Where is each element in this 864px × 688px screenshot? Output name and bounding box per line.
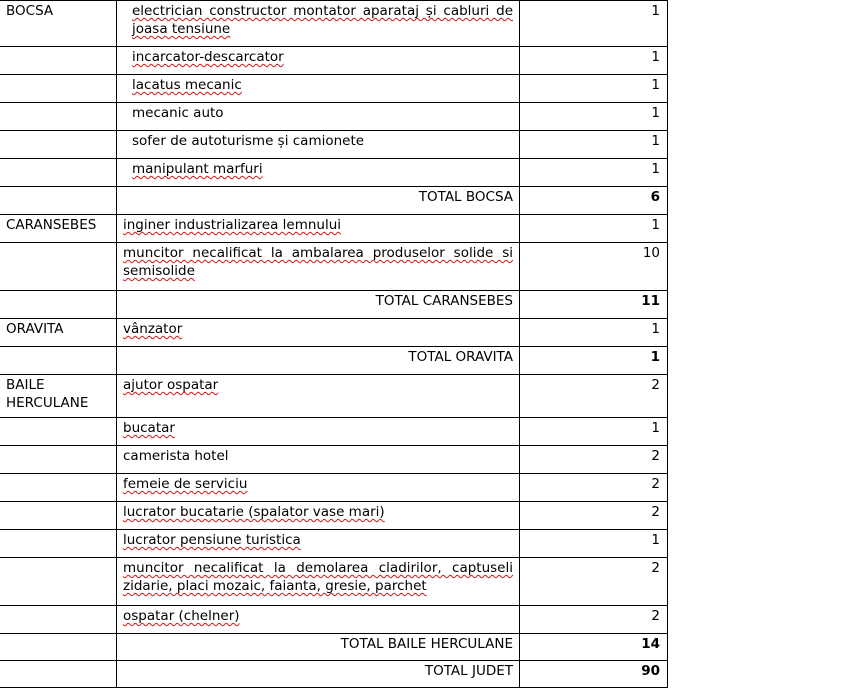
count-cell [520, 502, 668, 530]
table-row [0, 75, 668, 103]
occupation-text: vânzator [123, 321, 183, 337]
total-row [0, 634, 668, 661]
location-cell: CARANSEBES [0, 215, 117, 243]
table-row [0, 159, 668, 187]
occupation-cell [117, 131, 520, 159]
location-cell [0, 661, 117, 688]
location-cell [0, 75, 117, 103]
count-cell [520, 418, 668, 446]
table-row [0, 243, 668, 291]
count-text: 10 [642, 245, 660, 261]
occupation-text: femeie de serviciu [123, 476, 248, 492]
occupation-cell [117, 530, 520, 558]
count-text: 1 [651, 321, 660, 337]
occupation-text: lacatus mecanic [132, 77, 242, 93]
location-cell [0, 474, 117, 502]
location-cell [0, 187, 117, 215]
count-text: 1 [651, 133, 660, 149]
location-cell [0, 347, 117, 375]
occupation-text: muncitor necalificat la ambalarea produselor solide si semisolide [123, 245, 513, 279]
count-text: 1 [651, 77, 660, 93]
total-row [0, 291, 668, 319]
occupation-cell [117, 474, 520, 502]
occupation-text: bucatar [123, 420, 175, 436]
location-cell: BAILE HERCULANE [0, 375, 117, 418]
count-text: 1 [651, 161, 660, 177]
location-cell [0, 502, 117, 530]
total-value [520, 187, 668, 215]
count-cell [520, 243, 668, 291]
location-cell [0, 418, 117, 446]
occupation-text: muncitor necalificat la demolarea cladirilor, captuseli zidarie, placi mozaic, faianta, gresie, parchet [123, 560, 513, 594]
count-cell [520, 446, 668, 474]
occupation-text: incarcator-descarcator [132, 49, 284, 65]
occupation-cell [117, 502, 520, 530]
total-value-text: 1 [650, 349, 660, 365]
count-text: 1 [651, 105, 660, 121]
occupation-cell [117, 375, 520, 418]
location-cell [0, 103, 117, 131]
occupation-cell [117, 418, 520, 446]
count-cell [520, 75, 668, 103]
table-row [0, 446, 668, 474]
location-cell [0, 243, 117, 291]
table-row [0, 103, 668, 131]
table-row [0, 502, 668, 530]
location-cell [0, 291, 117, 319]
count-cell [520, 103, 668, 131]
occupation-text: mecanic auto [132, 105, 224, 121]
count-text: 2 [651, 608, 660, 624]
count-text: 1 [651, 420, 660, 436]
grand-total-row [0, 661, 668, 688]
count-cell [520, 606, 668, 634]
grand-total-label: TOTAL JUDET [117, 661, 520, 688]
count-cell [520, 159, 668, 187]
occupation-cell [117, 1, 520, 47]
total-value [520, 347, 668, 375]
table-row [0, 1, 668, 47]
occupation-text: lucrator bucatarie (spalator vase mari) [123, 504, 385, 520]
count-text: 1 [651, 49, 660, 65]
table-row [0, 558, 668, 606]
count-cell [520, 215, 668, 243]
occupation-text: manipulant marfuri [132, 161, 263, 177]
location-cell [0, 446, 117, 474]
occupation-text: camerista hotel [123, 448, 229, 464]
occupation-text: sofer de autoturisme și camionete [132, 133, 365, 149]
occupation-cell [117, 47, 520, 75]
total-label: TOTAL BAILE HERCULANE [117, 634, 520, 661]
table-row [0, 530, 668, 558]
count-cell [520, 1, 668, 47]
occupation-cell [117, 159, 520, 187]
occupation-text: ospatar (chelner) [123, 608, 240, 624]
total-row [0, 187, 668, 215]
location-cell [0, 606, 117, 634]
occupation-cell [117, 75, 520, 103]
occupation-cell [117, 215, 520, 243]
grand-total-value-text: 90 [641, 663, 660, 679]
occupation-cell [117, 558, 520, 606]
occupation-cell [117, 606, 520, 634]
count-cell [520, 375, 668, 418]
count-text: 2 [651, 476, 660, 492]
total-value-text: 11 [641, 293, 660, 309]
table-row [0, 606, 668, 634]
total-label: TOTAL ORAVITA [117, 347, 520, 375]
table-row [0, 131, 668, 159]
count-text: 1 [651, 532, 660, 548]
location-cell [0, 634, 117, 661]
location-cell [0, 558, 117, 606]
count-text: 1 [651, 3, 660, 19]
total-value [520, 634, 668, 661]
total-value-text: 6 [650, 189, 660, 205]
location-cell [0, 47, 117, 75]
count-cell [520, 47, 668, 75]
grand-total-value [520, 661, 668, 688]
count-cell [520, 474, 668, 502]
occupation-text: electrician constructor montator aparataj și cabluri de joasa tensiune [132, 3, 513, 37]
location-cell [0, 131, 117, 159]
occupation-cell [117, 243, 520, 291]
occupation-text: ajutor ospatar [123, 377, 219, 393]
total-value-text: 14 [641, 636, 660, 652]
total-value [520, 291, 668, 319]
total-label: TOTAL CARANSEBES [117, 291, 520, 319]
occupation-cell [117, 446, 520, 474]
location-cell: BOCSA [0, 1, 117, 47]
count-cell [520, 558, 668, 606]
occupation-text: inginer industrializarea lemnului [123, 217, 342, 233]
location-cell [0, 530, 117, 558]
table-row [0, 375, 668, 418]
total-row [0, 347, 668, 375]
count-text: 2 [651, 377, 660, 393]
count-cell [520, 131, 668, 159]
location-cell: ORAVITA [0, 319, 117, 347]
occupation-cell [117, 103, 520, 131]
count-text: 2 [651, 504, 660, 520]
location-cell [0, 159, 117, 187]
count-cell [520, 530, 668, 558]
total-label: TOTAL BOCSA [117, 187, 520, 215]
table-row [0, 215, 668, 243]
table-row [0, 319, 668, 347]
occupation-text: lucrator pensiune turistica [123, 532, 301, 548]
table-row [0, 474, 668, 502]
count-cell [520, 319, 668, 347]
occupation-cell [117, 319, 520, 347]
count-text: 1 [651, 217, 660, 233]
count-text: 2 [651, 448, 660, 464]
table-row [0, 47, 668, 75]
table-row [0, 418, 668, 446]
count-text: 2 [651, 560, 660, 576]
